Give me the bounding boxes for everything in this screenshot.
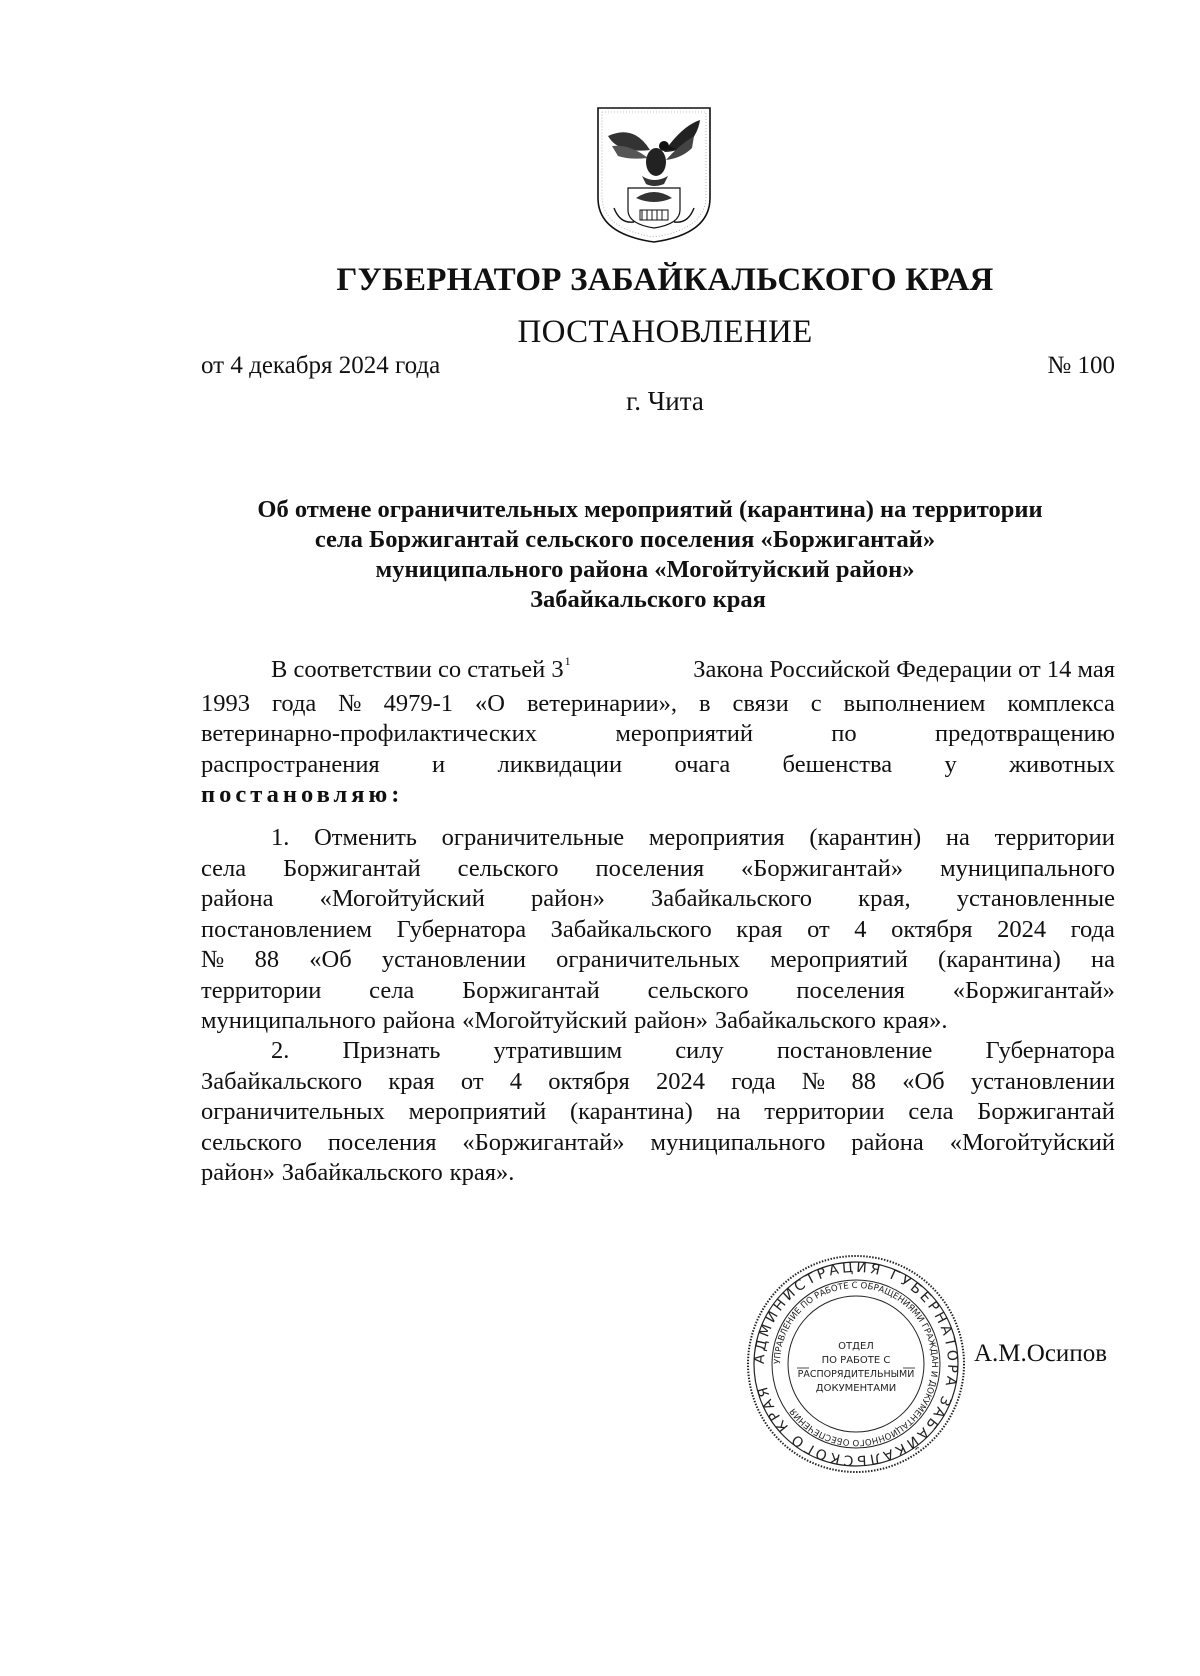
word: утратившим	[493, 1037, 623, 1064]
seal-center-line: ПО РАБОТЕ С	[821, 1355, 891, 1366]
word: Боржигантай	[977, 1098, 1115, 1125]
justified-line	[201, 823, 1115, 854]
justified-line	[201, 1128, 1115, 1159]
word: на	[716, 1098, 741, 1125]
word: ветеринарии»,	[526, 689, 678, 717]
word: села	[908, 1098, 954, 1125]
word: в	[698, 689, 711, 717]
word: установлении	[970, 1067, 1115, 1095]
word: муниципального	[940, 854, 1115, 882]
word: ограничительные	[441, 824, 625, 851]
word: ветеринарно-профилактических	[201, 720, 538, 747]
word: муниципального	[650, 1128, 826, 1156]
word: на	[1091, 946, 1115, 973]
word: года	[731, 1067, 776, 1095]
preamble	[201, 655, 1115, 811]
word: Губернатора	[396, 915, 527, 943]
word: села	[201, 854, 247, 882]
word: ограничительных	[201, 1098, 385, 1125]
word: №	[801, 1067, 826, 1095]
subject-line: Об отмене ограничительных мероприятий (карантина) на территории	[257, 496, 1043, 523]
word: сельского	[201, 1128, 302, 1156]
signatory-name: А.М.Осипов	[974, 1340, 1107, 1367]
justified-line	[201, 976, 1115, 1007]
justified-line	[201, 1158, 1115, 1189]
authority-title: ГУБЕРНАТОР ЗАБАЙКАЛЬСКОГО КРАЯ	[336, 262, 994, 298]
coat-of-arms-emblem	[594, 106, 714, 244]
word: от	[807, 915, 830, 943]
word: сельского	[457, 854, 559, 882]
word: по	[831, 720, 857, 747]
justified-line	[201, 915, 1115, 946]
preamble-text: В соответствии со статьей 3	[271, 656, 564, 683]
word: (карантина)	[569, 1098, 693, 1125]
word: 1993	[201, 689, 250, 717]
word: постановлением	[201, 915, 373, 943]
word: «Боржигантай»	[741, 854, 904, 882]
subject-line: муниципального района «Могойтуйский район»	[375, 556, 915, 583]
seal-outer-text: АДМИНИСТРАЦИЯ ГУБЕРНАТОРА ЗАБАЙКАЛЬСКОГО КРАЯ	[751, 1259, 961, 1469]
word: установленные	[956, 885, 1115, 912]
word: и	[432, 750, 446, 778]
justified-line	[201, 884, 1115, 915]
document-type: ПОСТАНОВЛЕНИЕ	[517, 314, 813, 350]
seal-inner-text: УПРАВЛЕНИЕ ПО РАБОТЕ С ОБРАЩЕНИЯМИ ГРАЖДАН И ДОКУМЕНТАЦИОННОГО ОБЕСПЕЧЕНИЯ	[772, 1280, 940, 1448]
word: распространения	[201, 750, 380, 778]
justified-line	[201, 1036, 1115, 1067]
word: мероприятий	[615, 720, 753, 747]
word: «Могойтуйский	[949, 1128, 1115, 1156]
word: района	[851, 1128, 924, 1156]
subject-line: села Боржигантай сельского поселения «Боржигантай»	[314, 526, 936, 553]
word: (карантин)	[809, 824, 922, 851]
word: 2.	[271, 1037, 290, 1064]
word: «Боржигантай»	[952, 976, 1115, 1004]
word: район»	[634, 1007, 709, 1034]
word: района	[382, 1007, 456, 1034]
word: очага	[674, 750, 731, 778]
word: Забайкальского	[550, 915, 712, 943]
word: 88	[851, 1067, 876, 1095]
word: поселения	[796, 976, 905, 1004]
justified-line	[201, 945, 1115, 976]
word: связи	[732, 689, 789, 717]
document-subject	[150, 495, 1150, 615]
word: Забайкальского	[201, 1067, 363, 1095]
word: поселения	[595, 854, 705, 882]
word: (карантина)	[938, 946, 1061, 973]
word: 4	[509, 1067, 523, 1095]
word: установлении	[381, 946, 526, 973]
word: края».	[882, 1007, 948, 1034]
word: район»	[201, 1159, 275, 1186]
word: мероприятия	[648, 824, 785, 851]
document-date: от 4 декабря 2024 года	[201, 352, 441, 379]
word: «Могойтуйский	[319, 885, 485, 912]
word: Губернатора	[985, 1037, 1115, 1064]
word: животных	[1009, 750, 1115, 778]
word: Отменить	[314, 824, 417, 851]
word: постановление	[776, 1037, 933, 1064]
justified-line	[201, 854, 1115, 885]
word: 2024	[656, 1067, 705, 1095]
word: на	[945, 824, 970, 851]
justified-line	[201, 1006, 1115, 1037]
word: ограничительных	[556, 946, 741, 973]
justified-line	[201, 689, 1115, 720]
decree-word: постановляю:	[201, 781, 404, 808]
word: поселения	[327, 1128, 437, 1156]
word: края».	[449, 1159, 515, 1186]
document-number: № 100	[1047, 352, 1115, 379]
word: территории	[994, 824, 1115, 851]
word: Боржигантай	[462, 976, 600, 1004]
word: края,	[858, 885, 911, 912]
justified-line	[201, 719, 1115, 750]
word: Забайкальского	[714, 1007, 876, 1034]
word: предотвращению	[935, 720, 1115, 747]
word: ликвидации	[497, 750, 623, 778]
word: комплекса	[1007, 689, 1115, 717]
word: края	[388, 1067, 435, 1095]
justified-line	[201, 1097, 1115, 1128]
word: район»	[530, 885, 605, 912]
word: октября	[891, 915, 973, 943]
word: 4	[854, 915, 867, 943]
word: «Об	[309, 946, 352, 973]
word: «Могойтуйский	[462, 1007, 628, 1034]
seal-center-line: РАСПОРЯДИТЕЛЬНЫМИ	[797, 1369, 915, 1380]
word: Забайкальского	[281, 1159, 443, 1186]
word: Забайкальского	[650, 885, 813, 912]
official-seal-stamp	[745, 1253, 967, 1475]
subject-line: Забайкальского края	[530, 586, 766, 613]
word: территории	[764, 1098, 885, 1125]
word: года	[271, 689, 317, 717]
word: с	[810, 689, 822, 717]
item-1	[201, 823, 1115, 1037]
word: от	[460, 1067, 484, 1095]
word: силу	[675, 1037, 724, 1064]
word: района	[201, 885, 274, 912]
word: у	[944, 750, 957, 778]
word: №	[338, 689, 362, 717]
item-2	[201, 1036, 1115, 1189]
word: октября	[548, 1067, 630, 1095]
word: сельского	[647, 976, 749, 1004]
seal-center-line: ДОКУМЕНТАМИ	[815, 1383, 897, 1394]
justified-line	[201, 1067, 1115, 1098]
word: «О	[475, 689, 505, 717]
word: бешенства	[782, 750, 893, 778]
word: №	[201, 946, 225, 973]
word: муниципального	[201, 1007, 376, 1034]
word: «Боржигантай»	[462, 1128, 625, 1156]
superscript: 1	[564, 654, 571, 668]
justified-line	[201, 750, 1115, 781]
word: 88	[254, 946, 280, 973]
word: территории	[201, 976, 322, 1004]
word: выполнением	[843, 689, 986, 717]
word: 1.	[271, 824, 290, 851]
word: Признать	[342, 1037, 441, 1064]
word: села	[369, 976, 415, 1004]
word: 4979-1	[383, 689, 454, 717]
word: мероприятий	[770, 946, 908, 973]
seal-center-line: ОТДЕЛ	[838, 1341, 874, 1352]
word: 2024	[997, 915, 1047, 943]
word: края	[736, 915, 783, 943]
word: года	[1070, 915, 1115, 943]
document-city: г. Чита	[626, 386, 704, 416]
word: мероприятий	[408, 1098, 547, 1125]
preamble-text: Закона Российской Федерации от 14 мая	[693, 656, 1115, 683]
word: Боржигантай	[283, 854, 421, 882]
word: «Об	[902, 1067, 945, 1095]
